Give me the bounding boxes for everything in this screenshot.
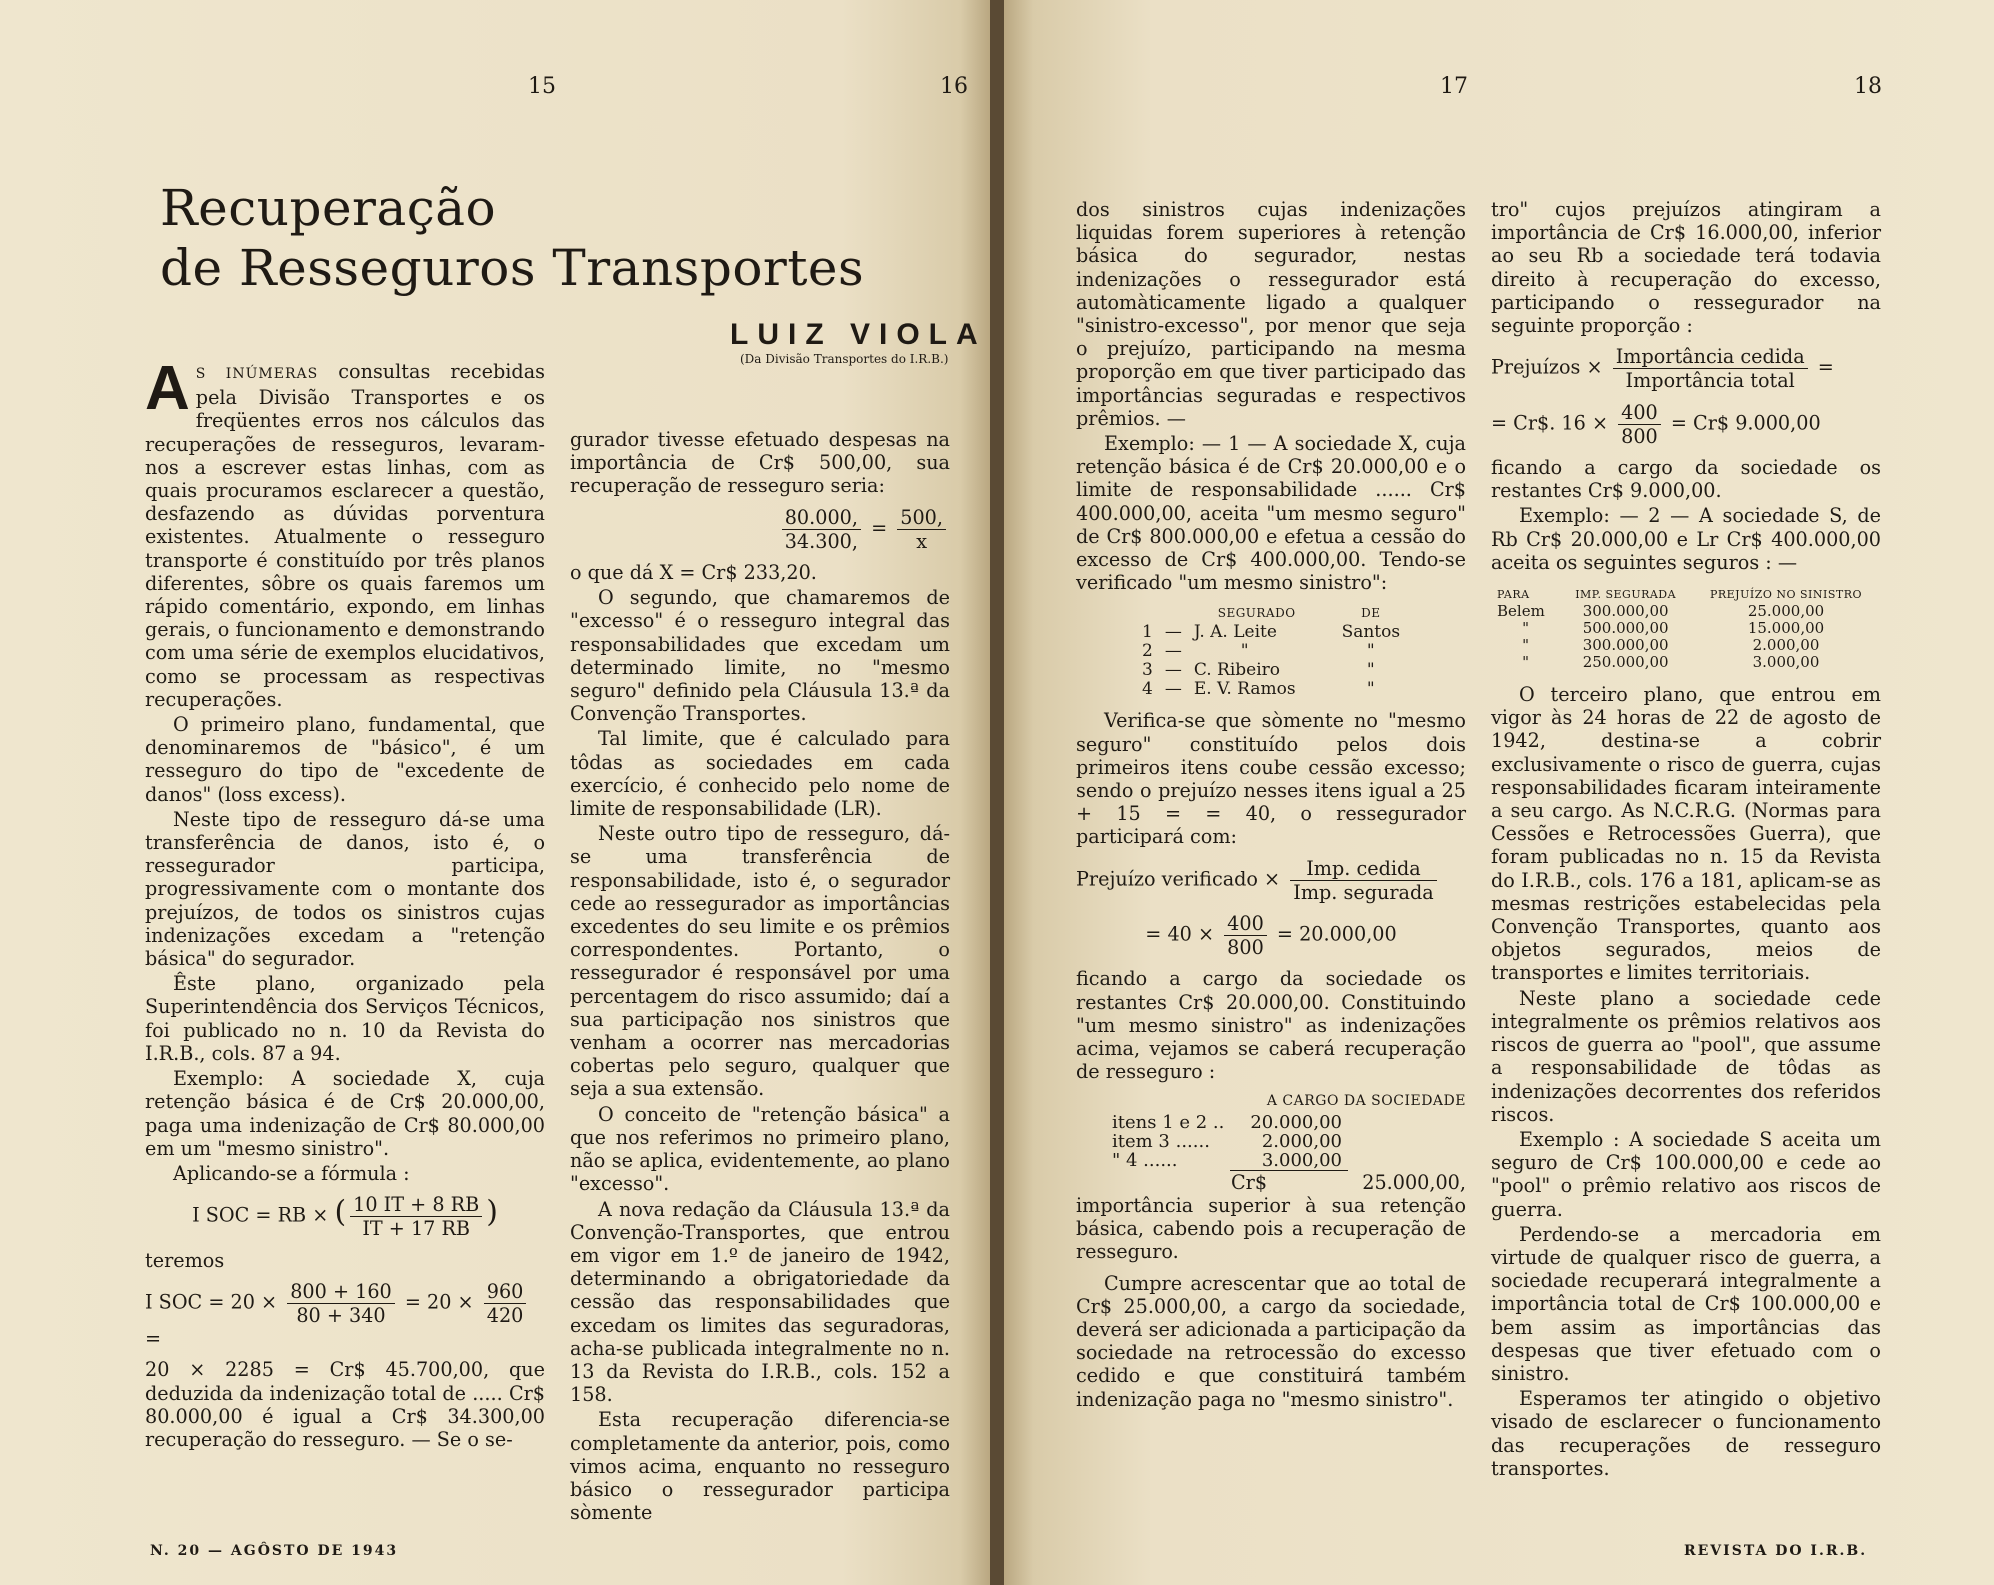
formula-eq: = (1817, 355, 1834, 379)
author-affiliation: (Da Divisão Transportes do I.R.B.) (740, 352, 949, 366)
paragraph: 20 × 2285 = Cr$ 45.700,00, que deduzida da indenização total de ..... Cr$ 80.000,00 é igual a Cr$ 34.300,00 recuperação do resseguro. — Se o se- (145, 1358, 545, 1451)
row-para: Belem (1497, 602, 1545, 621)
column-1 (145, 354, 545, 1453)
table-row (1136, 680, 1406, 699)
intro-paragraph (145, 354, 545, 711)
column-header-para: PARA (1497, 588, 1530, 602)
row-label: " 4 ...... (1112, 1149, 1178, 1171)
numerator: 10 IT + 8 RB (350, 1193, 482, 1217)
table-row (1106, 1113, 1348, 1132)
row-imp: 300.000,00 (1582, 602, 1669, 621)
numerator: 500, (897, 506, 946, 530)
paragraph: Exemplo : A sociedade S aceita um seguro de Cr$ 100.000,00 e cede ao "pool" o prêmio relativo aos riscos de guerra. (1491, 1127, 1881, 1221)
column-header-prejuizo: PREJUÍZO NO SINISTRO (1709, 588, 1863, 602)
row-name: C. Ribeiro (1193, 660, 1281, 681)
formula-lhs: = Cr$. 16 × (1491, 411, 1609, 435)
formula-rhs: = 20.000,00 (1276, 922, 1397, 946)
fraction (897, 506, 946, 553)
row-dash: — (1164, 641, 1182, 662)
denominator: Imp. segurada (1293, 880, 1434, 904)
denominator: 800 (1227, 936, 1264, 960)
fraction (782, 506, 861, 553)
formula-rhs: = Cr$ 9.000,00 (1670, 411, 1821, 435)
row-number: 1 (1142, 622, 1153, 643)
page-number-18: 18 (1854, 74, 1882, 99)
paragraph: Exemplo: — 2 — A sociedade S, de Rb Cr$ 20.000,00 e Lr Cr$ 400.000,00 aceita os seguintes seguros : — (1491, 504, 1881, 574)
drop-cap: A (145, 354, 190, 423)
table-row (1136, 623, 1406, 642)
numerator: 80.000, (782, 506, 861, 530)
fraction (1224, 912, 1267, 959)
fraction (1618, 401, 1661, 448)
row-number: 3 (1142, 660, 1153, 681)
denominator: 420 (486, 1303, 524, 1327)
footer-journal: REVISTA DO I.R.B. (1684, 1543, 1868, 1559)
formula-lhs: = 40 × (1145, 922, 1215, 946)
row-value: 2.000,00 (1261, 1130, 1342, 1152)
paragraph: dos sinistros cujas indenizações liquidas forem superiores à retenção básica do segurador, nestas indenizações o ressegurador está automàticamente ligado a qualquer "sinistro-excesso", por menor que seja o prejuízo, participando na mesma proporção em que tiver participado das importâncias seguradas e respectivos prêmios. — (1076, 198, 1466, 430)
denominator: IT + 17 RB (362, 1217, 471, 1241)
paragraph: A nova redação da Cláusula 13.ª da Convenção-Transportes, que entrou em vigor em 1.º de janeiro de 1942, determinando a obrigatoriedade da cessão das responsabilidades que excedam os limites das seguradoras, acha-se publicada integralmente no n. 13 da Revista do I.R.B., cols. 152 a 158. (570, 1197, 950, 1407)
numerator: 960 (484, 1280, 527, 1304)
row-imp: 250.000,00 (1582, 653, 1669, 672)
title-line-2: de Resseguros Transportes (160, 239, 865, 297)
column-3 (1076, 198, 1466, 1413)
row-name: " (1240, 641, 1249, 662)
column-header-de: DE (1361, 606, 1381, 621)
paragraph: ficando a cargo da sociedade os restantes Cr$ 9.000,00. (1491, 456, 1881, 503)
row-para: " (1522, 653, 1530, 672)
paragraph-text: importância superior à sua retenção básica, cabendo pois a recuperação de resseguro. (1076, 1193, 1466, 1264)
page-number-17: 17 (1440, 74, 1468, 99)
page-number-16: 16 (940, 74, 968, 99)
paragraph: O primeiro plano, fundamental, que denominaremos de "básico", é um resseguro do tipo de "excedente de danos" (loss excess). (145, 713, 545, 806)
column-4 (1491, 198, 1881, 1482)
page-number-15: 15 (528, 74, 556, 99)
fraction (1290, 857, 1436, 904)
row-label: item 3 ...... (1112, 1130, 1210, 1152)
paragraph: Exemplo: A sociedade X, cuja retenção básica é de Cr$ 20.000,00, paga uma indenização de Cr$ 80.000,00 em um "mesmo sinistro". (145, 1067, 545, 1160)
row-para: " (1522, 619, 1530, 638)
paragraph: Neste tipo de resseguro dá-se uma transferência de danos, isto é, o ressegurador participa, progressivamente com o montante dos prejuízos, de todos os sinistros cujas indenizações excedam a "retenção básica" do segurador. (145, 807, 545, 971)
denominator: Importância total (1625, 369, 1795, 393)
paragraph: Exemplo: — 1 — A sociedade X, cuja retenção básica é de Cr$ 20.000,00 e o limite de responsabilidade ...... Cr$ 400.000,00, aceita "um mesmo seguro" de Cr$ 800.000,00 e efetua a cessão do excesso de Cr$ 400.000,00. Tendo-se verificado "um mesmo sinistro": (1076, 432, 1466, 595)
table-row (1491, 620, 1881, 637)
denominator: 34.300, (784, 529, 858, 553)
row-label: itens 1 e 2 .. (1112, 1111, 1225, 1133)
title-line-1: Recuperação (160, 179, 497, 237)
numerator: Imp. cedida (1290, 857, 1436, 881)
denominator: x (916, 529, 928, 553)
row-imp: 300.000,00 (1582, 636, 1669, 655)
column-header-segurado: SEGURADO (1217, 606, 1296, 621)
footer-issue: N. 20 — AGÔSTO DE 1943 (150, 1543, 399, 1559)
table-header-a-cargo: A CARGO DA SOCIEDADE (1266, 1092, 1466, 1109)
table-row (1106, 1132, 1348, 1151)
paragraph: Verifica-se que sòmente no "mesmo seguro" constituído pelos dois primeiros itens coube cessão excesso; sendo o prejuízo nesses itens igual a 25 + 15 = = 40, o ressegurador participará com: (1076, 709, 1466, 849)
paragraph: Neste outro tipo de resseguro, dá-se uma transferência de responsabilidade, isto é, o segurador cede ao ressegurador as importâncias excedentes do seu limite e os prêmios correspondentes. Portanto, o ressegurador é responsável por uma percentagem do risco assumido; daí a sua participação nos sinistros que venham a ocorrer nas mercadorias cobertas pelo seguro, qualquer que seja a sua extensão. (570, 822, 950, 1101)
row-city: " (1366, 641, 1375, 662)
paragraph: Perdendo-se a mercadoria em virtude de qualquer risco de guerra, a sociedade recuperará integralmente a importância total de Cr$ 100.000,00 e bem assim as importâncias das despesas que tiver efetuado com o sinistro. (1491, 1222, 1881, 1385)
total-value: Cr$ 25.000,00, (1231, 1170, 1466, 1194)
row-prej: 3.000,00 (1752, 653, 1820, 672)
numerator: 800 + 160 (287, 1280, 395, 1304)
numerator: Importância cedida (1613, 345, 1808, 369)
paragraph: Esperamos ter atingido o objetivo visado de esclarecer o funcionamento das recuperações de resseguro transportes. (1491, 1387, 1881, 1480)
formula-2 (145, 1280, 545, 1351)
row-value: 3.000,00 (1230, 1151, 1348, 1171)
row-number: 4 (1142, 679, 1153, 700)
row-city: " (1366, 679, 1375, 700)
formula-end: = (145, 1327, 162, 1351)
formula-7 (1491, 401, 1881, 448)
row-city: Santos (1341, 622, 1401, 643)
row-number: 2 (1142, 641, 1153, 662)
paragraph: O segundo, que chamaremos de "excesso" é o resseguro integral das responsabilidades que excedam um determinado limite, no "mesmo seguro" definido pela Cláusula 13.ª da Convenção Transportes. (570, 586, 950, 726)
paragraph: Aplicando-se a fórmula : (173, 1161, 410, 1185)
row-name: J. A. Leite (1193, 622, 1277, 643)
paragraph: Esta recuperação diferencia-se completamente da anterior, pois, como vimos acima, enquanto no resseguro básico o ressegurador participa sòmente (570, 1408, 950, 1525)
numerator: 400 (1224, 912, 1267, 936)
paragraph (1076, 1171, 1466, 1264)
paragraph: teremos (145, 1248, 225, 1272)
book-gutter (990, 0, 1004, 1585)
insured-table (1136, 604, 1406, 699)
paragraph: O terceiro plano, que entrou em vigor às 24 horas de 22 de agosto de 1942, destina-se a cobrir exclusivamente o risco de guerra, cujas responsabilidades ficaram inteiramente a seu cargo. As N.C.R.G. (Normas para Cessões e Retrocessões Guerra), que foram publicadas no n. 15 da Revista do I.R.B., cols. 176 a 181, aplicam-se as mesmas restrições estabelecidas pela Convenção Transportes, quanto aos objetos segurados, meios de transportes e limites territoriais. (1491, 683, 1881, 985)
left-page (0, 0, 990, 1585)
row-dash: — (1164, 660, 1182, 681)
table-row (1136, 661, 1406, 680)
denominator: 800 (1621, 424, 1658, 448)
formula-lhs: Prejuízo verificado × (1076, 867, 1281, 891)
row-imp: 500.000,00 (1582, 619, 1669, 638)
table-row (1491, 637, 1881, 654)
paragraph: Neste plano a sociedade cede integralmente os prêmios relativos aos riscos de guerra ao "pool", que assume a responsabilidade de tôdas as indenizações decorrentes dos referidos riscos. (1491, 986, 1881, 1126)
paragraph: tro" cujos prejuízos atingiram a importância de Cr$ 16.000,00, inferior ao seu Rb a sociedade terá todavia direito à recuperação do excesso, participando o ressegurador na seguinte proporção : (1491, 198, 1881, 338)
formula-3 (570, 506, 950, 553)
fraction (484, 1280, 527, 1327)
row-prej: 15.000,00 (1747, 619, 1825, 638)
paragraph: o que dá X = Cr$ 233,20. (570, 561, 817, 585)
formula-mid: = 20 × (404, 1290, 474, 1314)
formula-6 (1491, 345, 1881, 392)
paragraph: O conceito de "retenção básica" a que nos referimos no primeiro plano, não se aplica, evidentemente, ao plano "excesso". (570, 1102, 950, 1196)
formula-lhs: I SOC = RB × (192, 1203, 329, 1227)
paragraph: Tal limite, que é calculado para tôdas as sociedades em cada exercício, é conhecido pelo nome de limite de responsabilidade (LR). (570, 727, 950, 821)
table-row (1136, 642, 1406, 661)
table-row (1106, 1151, 1348, 1171)
fraction (1613, 345, 1808, 392)
formula-lhs: I SOC = 20 × (145, 1290, 278, 1314)
row-value: 20.000,00 (1250, 1111, 1342, 1133)
column-2 (570, 428, 950, 1526)
row-name: E. V. Ramos (1193, 679, 1296, 700)
fraction (350, 1193, 482, 1240)
denominator: 80 + 340 (296, 1303, 386, 1327)
formula-4 (1076, 857, 1466, 904)
numerator: 400 (1618, 401, 1661, 425)
column-header-imp-segurada: IMP. SEGURADA (1575, 588, 1677, 602)
insurance-table (1491, 586, 1881, 671)
row-prej: 25.000,00 (1747, 602, 1825, 621)
formula-eq: = (871, 516, 888, 540)
row-para: " (1522, 636, 1530, 655)
author-name: LUIZ VIOLA (730, 318, 987, 351)
paragraph: Cumpre acrescentar que ao total de Cr$ 25.000,00, a cargo da sociedade, deverá ser adicionada a participação da sociedade na retrocessão do excesso cedido e que constituirá também indenização paga no "mesmo sinistro". (1076, 1271, 1466, 1411)
formula-1: I SOC = RB × ( $\frac{10 IT + 8 RB}{IT + 17 RB}$ ) (192, 1193, 498, 1241)
formula-lhs: Prejuízos × (1491, 355, 1603, 379)
row-prej: 2.000,00 (1752, 636, 1820, 655)
paragraph: ficando a cargo da sociedade os restantes Cr$ 20.000,00. Constituindo "um mesmo sinistro" as indenizações acima, vejamos se caberá recuperação de resseguro : (1076, 967, 1466, 1084)
right-page (1004, 0, 1994, 1585)
row-dash: — (1164, 679, 1182, 700)
fraction (287, 1280, 395, 1327)
article-title (160, 178, 864, 298)
society-charge-table (1106, 1113, 1348, 1171)
intro-small-caps: S INÚMERAS (195, 366, 319, 382)
row-city: " (1366, 660, 1375, 681)
paragraph: Êste plano, organizado pela Superintendência dos Serviços Técnicos, foi publicado no n. 10 da Revista do I.R.B., cols. 87 a 94. (145, 972, 545, 1065)
row-dash: — (1164, 622, 1182, 643)
intro-text: consultas recebidas pela Divisão Transportes e os freqüentes erros nos cálculos das recuperações de resseguros, levaram-nos a escrever estas linhas, com as quais procuramos esclarecer a questão, desfazendo as dúvidas porventura existentes. Atualmente o resseguro transporte é constituído por três planos diferentes, sôbre os quais faremos um rápido comentário, expondo, em linhas gerais, o funcionamento e demonstrando com uma série de exemplos elucidativos, como se processam as respectivas recuperações. (145, 360, 545, 711)
table-row (1491, 603, 1881, 620)
formula-5 (1076, 912, 1466, 959)
table-row (1491, 654, 1881, 671)
paragraph: gurador tivesse efetuado despesas na importância de Cr$ 500,00, sua recuperação de resseguro seria: (570, 428, 950, 498)
